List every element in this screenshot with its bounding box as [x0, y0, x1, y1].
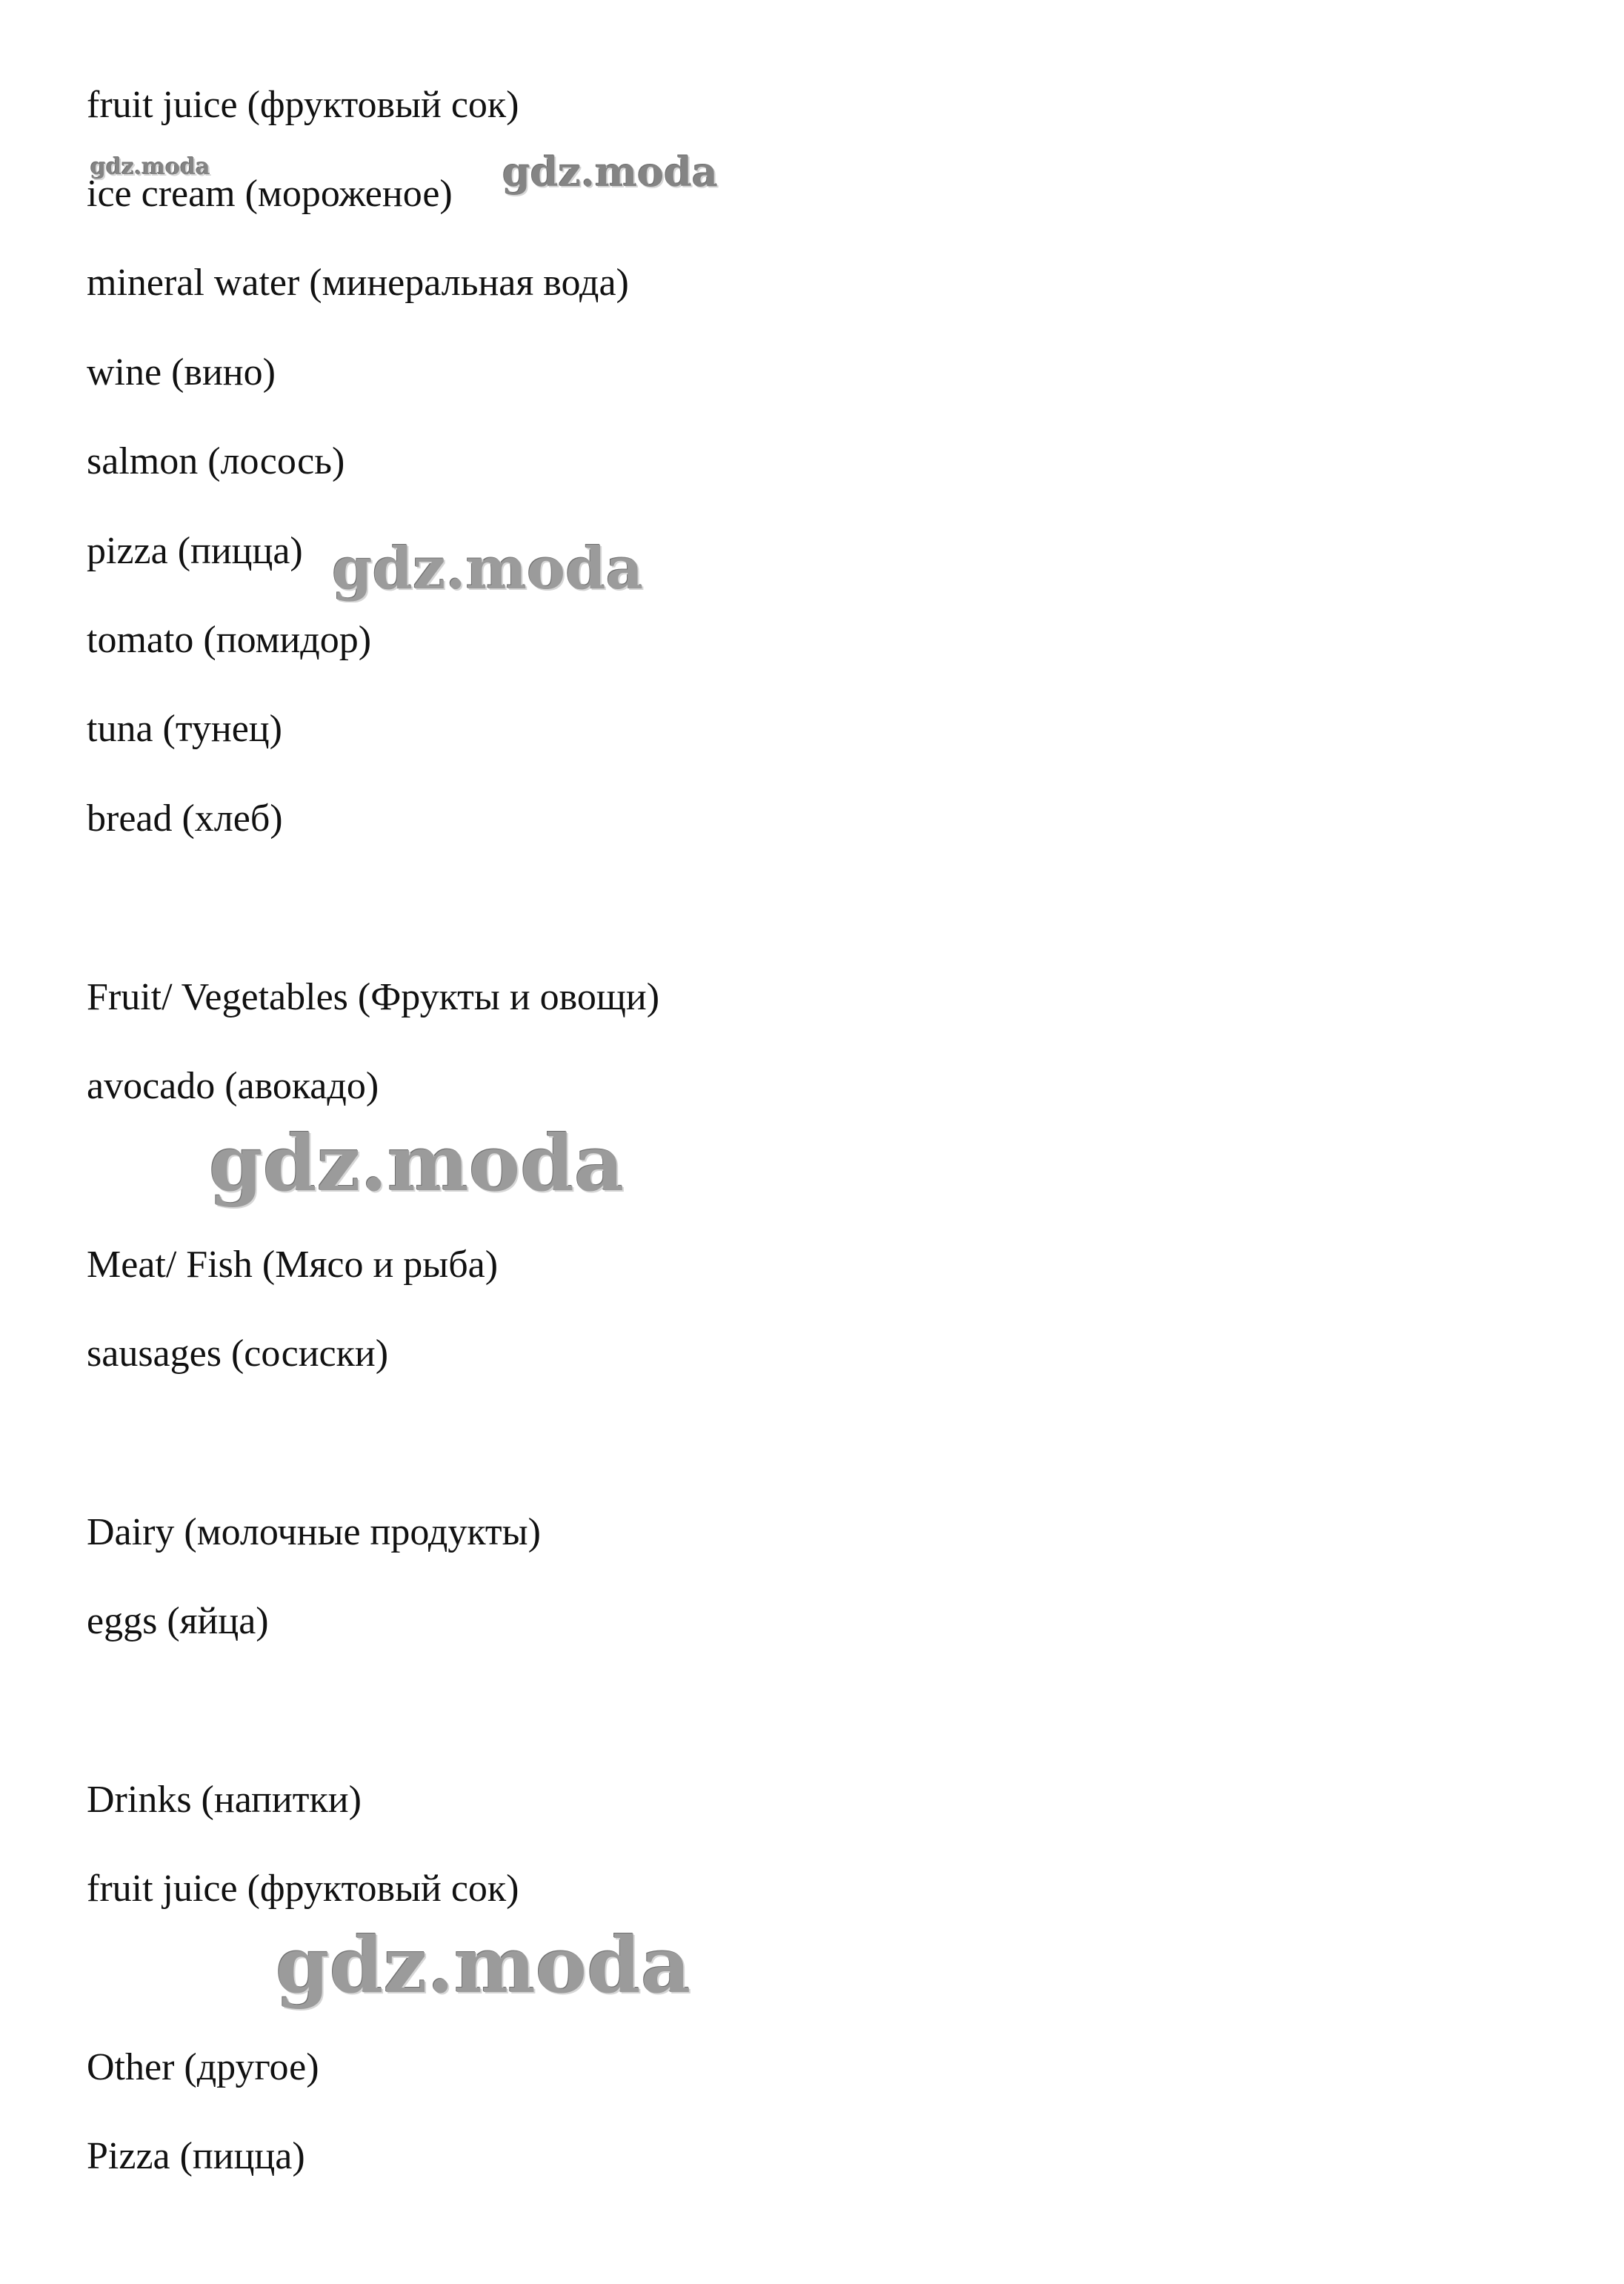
vocab-line: pizza (пицца)	[87, 530, 303, 572]
watermark-logo: gdz.moda	[209, 1118, 625, 1209]
category-heading: Meat/ Fish (Мясо и рыба)	[87, 1244, 499, 1286]
watermark-logo: gdz.moda	[276, 1919, 691, 2011]
vocab-line: ice cream (мороженое)	[87, 173, 453, 215]
vocab-line: avocado (авокадо)	[87, 1065, 379, 1107]
vocab-line: Pizza (пицца)	[87, 2135, 305, 2177]
watermark-logo: gdz.moda	[90, 154, 210, 180]
category-heading: Dairy (молочные продукты)	[87, 1511, 541, 1553]
vocab-line: fruit juice (фруктовый сок)	[87, 84, 519, 126]
vocab-line: salmon (лосось)	[87, 440, 345, 482]
watermark-logo: gdz.moda	[332, 535, 644, 602]
vocab-line: fruit juice (фруктовый сок)	[87, 1868, 519, 1910]
category-heading: Other (другое)	[87, 2046, 319, 2088]
vocab-line: wine (вино)	[87, 351, 276, 394]
watermark-logo: gdz.moda	[502, 148, 718, 196]
category-heading: Drinks (напитки)	[87, 1779, 362, 1821]
vocab-line: tuna (тунец)	[87, 708, 282, 750]
vocab-line: mineral water (минеральная вода)	[87, 262, 629, 304]
vocab-line: tomato (помидор)	[87, 619, 372, 661]
vocab-line: sausages (сосиски)	[87, 1332, 389, 1375]
vocab-line: eggs (яйца)	[87, 1600, 269, 1642]
vocab-line: bread (хлеб)	[87, 797, 283, 840]
category-heading: Fruit/ Vegetables (Фрукты и овощи)	[87, 976, 660, 1018]
